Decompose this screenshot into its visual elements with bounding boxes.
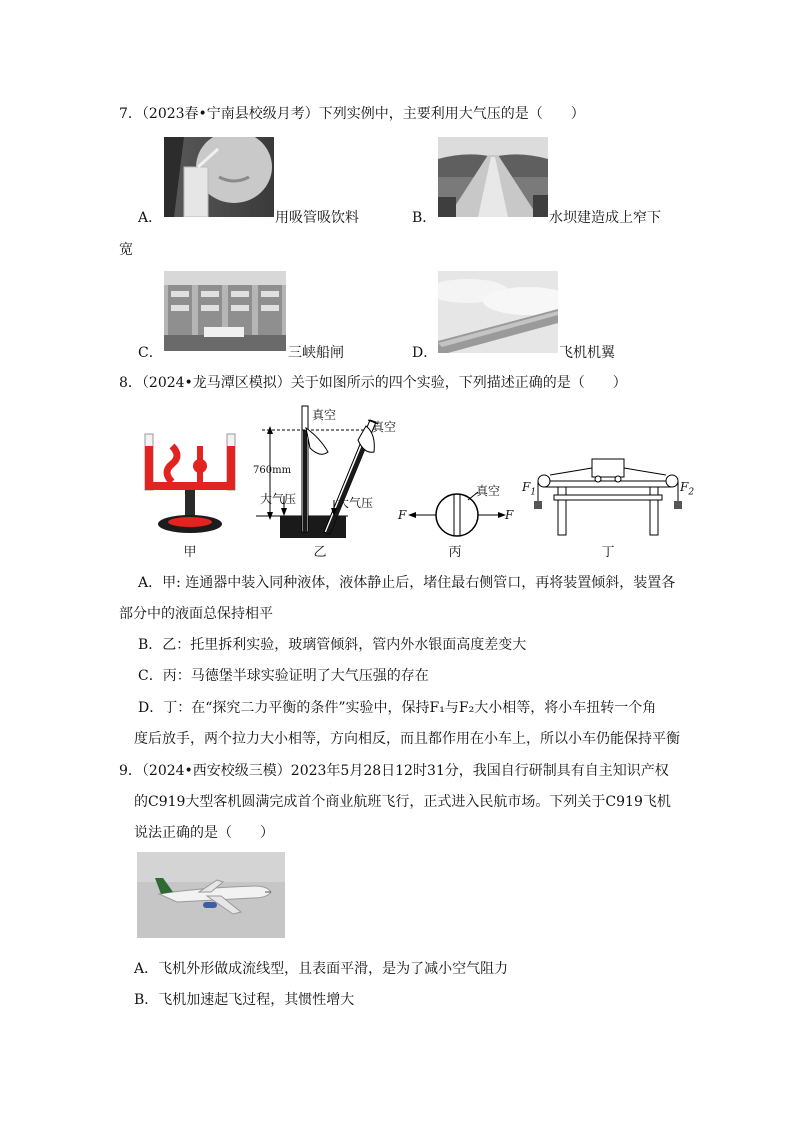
q7-option-c-letter: C． (138, 345, 163, 361)
force-f2-symbol: F (680, 480, 689, 494)
force-f1-subscript: 1 (530, 487, 537, 498)
q7-option-b-text-cont: 宽 (119, 242, 133, 258)
force-f-left: F (398, 508, 407, 522)
q7-option-d-letter: D． (412, 345, 438, 361)
c919-aircraft-photo (137, 852, 285, 938)
q7-option-c-text: 三峡船闸 (288, 345, 344, 361)
figure-label-jia: 甲 (183, 545, 197, 560)
q9-option-a: A．飞机外形做成流线型，且表面平滑，是为了减小空气阻力 (134, 961, 509, 977)
q7-stem: 7．（2023春•宁南县校级月考）下列实例中，主要利用大气压的是（ ） (119, 106, 585, 122)
q7-option-b-text: 水坝建造成上窄下 (549, 210, 661, 226)
vacuum-label-2: 真空 (372, 420, 397, 434)
wing-photo (438, 271, 558, 353)
q8-option-d-line2: 度后放手，两个拉力大小相等，方向相反，而且都作用在小车上，所以小车仍能保持平衡 (134, 731, 680, 747)
force-f2-label (680, 480, 694, 497)
figure-label-ding: 丁 (601, 545, 615, 560)
q9-option-b: B．飞机加速起飞过程，其惯性增大 (134, 992, 355, 1008)
vacuum-label-1: 真空 (312, 408, 337, 422)
vacuum-label-3: 真空 (476, 484, 501, 498)
atm-label-2: 大气压 (337, 496, 374, 510)
force-f1-symbol: F (522, 480, 531, 494)
figure-ding-cart (528, 455, 688, 537)
q8-option-a-line2: 部分中的液面总保持相平 (119, 606, 273, 622)
q9-stem-line2: 的C919大型客机圆满完成首个商业航班飞行，正式进入民航市场。下列关于C919飞机 (134, 794, 671, 810)
q9-stem-line3: 说法正确的是（ ） (134, 825, 274, 841)
ship-lock-photo (164, 271, 286, 351)
q9-stem-line1: 9．（2024•西安校级三模）2023年5月28日12时31分，我国自行研制具有自主知识产权 (119, 763, 669, 779)
q8-option-c: C．丙：马德堡半球实验证明了大气压强的存在 (138, 668, 429, 684)
force-f-right: F (505, 508, 514, 522)
figure-label-bing: 丙 (448, 545, 462, 560)
q7-option-a-letter: A． (138, 210, 163, 226)
q8-option-d-line1: D．丁：在“探究二力平衡的条件”实验中，保持F₁与F₂大小相等，将小车扭转一个角 (138, 700, 657, 716)
figure-label-yi: 乙 (313, 545, 327, 560)
figure-jia-connected-vessels (140, 428, 240, 538)
q7-option-b-letter: B． (412, 210, 437, 226)
force-f2-subscript: 2 (688, 487, 695, 498)
q8-option-a-line1: A．甲: 连通器中装入同种液体，液体静止后，堵住最右侧管口，再将装置倾斜，装置各 (138, 575, 676, 591)
q8-option-b: B．乙：托里拆利实验，玻璃管倾斜，管内外水银面高度差变大 (138, 637, 527, 653)
dam-photo (438, 137, 548, 217)
height-760mm-label: 760mm (253, 465, 292, 476)
q7-option-a-text: 用吸管吸饮料 (275, 210, 359, 226)
q7-option-d-text: 飞机机翼 (559, 345, 615, 361)
force-f1-label (522, 480, 536, 497)
drinking-straw-photo (164, 137, 274, 217)
atm-label-1: 大气压 (260, 492, 297, 506)
q8-stem: 8．（2024•龙马潭区模拟）关于如图所示的四个实验，下列描述正确的是（ ） (119, 375, 627, 391)
